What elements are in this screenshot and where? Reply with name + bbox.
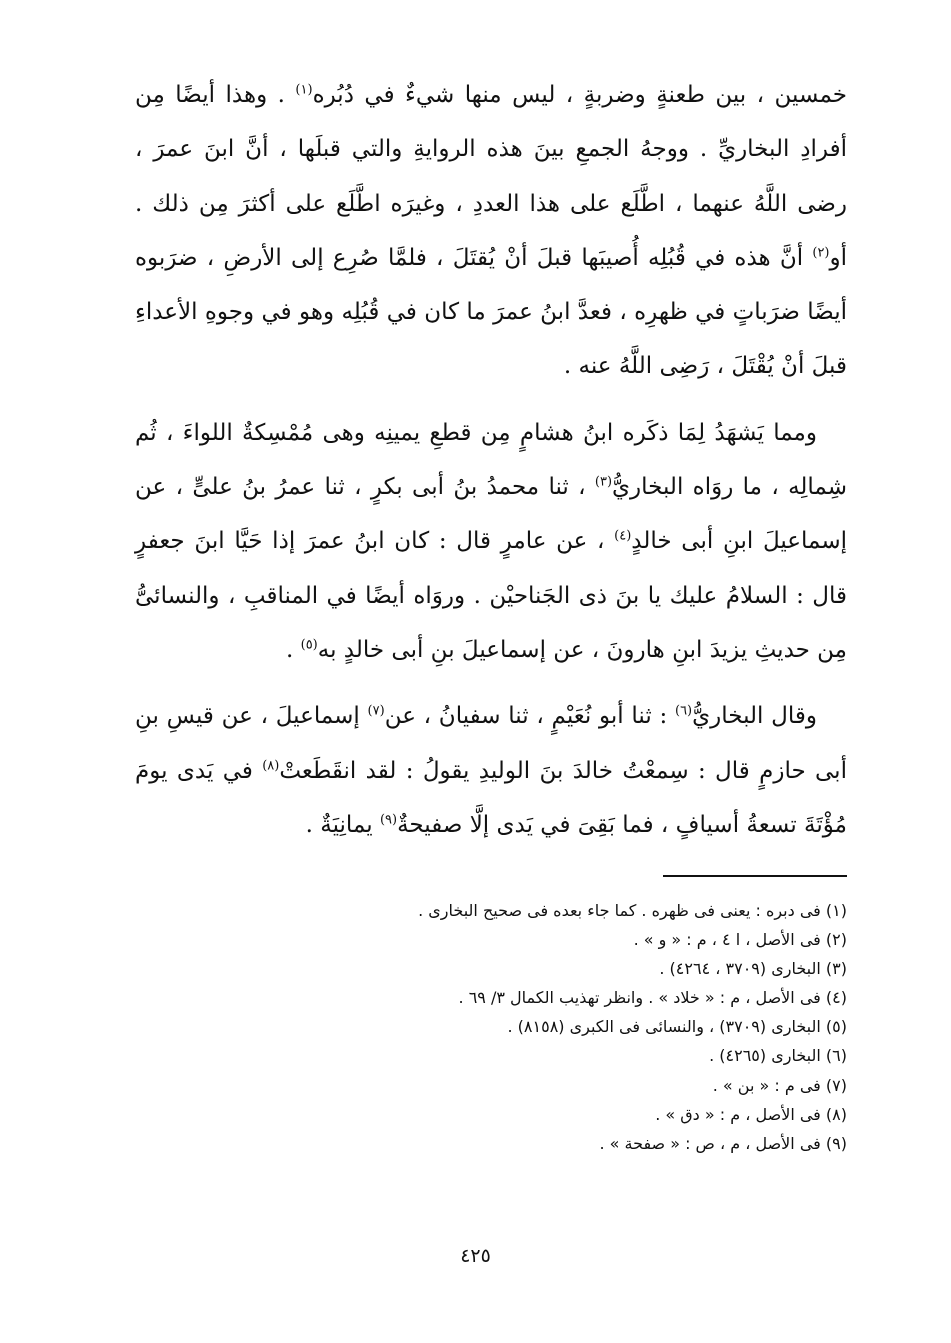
- body-text: خمسين ، بين طعنةٍ وضربةٍ ، ليس منها شيءٌ في دُبُره: [312, 82, 848, 108]
- body-paragraph: [135, 406, 847, 677]
- footnote-reference: (٨): [262, 757, 280, 773]
- footnote-item: (٨) فى الأصل ، م : « دق » .: [655, 1104, 847, 1124]
- body-text: في يَدى يومَ مُؤْتَةَ تسعةُ أسيافٍ ، فما بَقِىَ في يَدى إلَّا صفيحةٌ: [135, 757, 847, 838]
- body-text: وقال البخاريُّ: [692, 703, 817, 730]
- footnote-reference: (٦): [674, 703, 693, 719]
- footnote-item: (٤) فى الأصل ، م : « خلاد » . وانظر تهذيب الكمال ٣/ ٦٩ .: [458, 988, 847, 1008]
- footnotes-list: [135, 896, 847, 1158]
- body-paragraph: [135, 689, 847, 852]
- body-text: : ثنا أبو نُعَيْمٍ ، ثنا سفيانُ ، عن: [384, 703, 675, 730]
- footnote-reference: (١): [295, 82, 313, 98]
- body-text: أنَّ هذه في قُبُلِه أُصيبَها قبلَ أنْ يُقتَلَ ، فلمَّا صُرِع إلى الأرضِ ، ضرَبوه أيضًا ضرَباتٍ في ظهرِه ، فعدَّ ابنُ عمرَ ما كان في قُبُلِه وهو في وجوهِ الأعداءِ قبلَ أنْ يُقْتَلَ ، رَضِى اللَّهُ عنه .: [135, 244, 847, 380]
- footnote-item: (٦) البخارى (٤٢٦٥) .: [709, 1046, 847, 1066]
- body-text: إسماعيلَ ، عن قيسِ بنِ أبى حازمٍ قال : سِمعْتُ خالدَ بنَ الوليدِ يقولُ : لقد انقَطَعتْ: [135, 703, 847, 784]
- body-text: ، عن عامرٍ قال : كان ابنُ عمرَ إذا حَيَّا ابنَ جعفرٍ قال : السلامُ عليك يا بنَ ذى الجَناحيْن . وروَاه أيضًا في المناقبِ ، والنسائىُّ مِن حديثِ يزيدَ ابنِ هارونَ ، عن إسماعيلَ بنِ أبى خالدٍ به: [135, 528, 847, 663]
- footnote-item: (٥) البخارى (٣٧٠٩) ، والنسائى فى الكبرى (٨١٥٨) .: [507, 1017, 847, 1037]
- footnote-item: (٧) فى م : « بن » .: [712, 1075, 847, 1095]
- footnote-item: (٢) فى الأصل ، ا ٤ ، م : « و » .: [633, 930, 847, 950]
- footnote-reference: (٩): [379, 812, 398, 828]
- body-text: يمانِيَةٌ .: [305, 811, 380, 838]
- body-text: ، ثنا محمدُ بنُ أبى بكرٍ ، ثنا عمرُ بنُ علىٍّ ، عن إسماعيلَ ابنِ أبى خالدٍ: [135, 474, 847, 555]
- footnote-item: (١) فى دبره : يعنى فى ظهره . كما جاء بعده فى صحيح البخارى .: [418, 901, 847, 920]
- body-paragraph: [135, 68, 847, 394]
- footnote-item: (٩) فى الأصل ، م ، ص : « صفحة » .: [599, 1133, 847, 1153]
- footnote-reference: (٧): [367, 703, 385, 719]
- page-number: ٤٢٥: [460, 1245, 491, 1267]
- body-text: ومما يَشهَدُ لِمَا ذكَره ابنُ هشامٍ مِن قطعِ يمينِه وهى مُمْسِكةٌ اللواءَ ، ثُم شِمالِه ، ما روَاه البخاريُّ: [135, 419, 847, 501]
- body-text: .: [285, 636, 301, 663]
- body-text: . وهذا أيضًا مِن أفرادِ البخاريِّ . ووجهُ الجمعِ بينَ هذه الروايةِ والتي قبلَها ، أنَّ ابنَ عمرَ ، رضى اللَّهُ عنهما ، اطَّلَع على هذا العددِ ، وغيرَه اطَّلَع على أكثرَ مِن ذلك . أو: [135, 82, 847, 271]
- footnote-item: (٣) البخارى (٣٧٠٩ ، ٤٢٦٤) .: [659, 959, 847, 979]
- footnote-reference: (٥): [300, 637, 318, 653]
- footnote-separator: [663, 875, 847, 877]
- footnote-reference: (٤): [614, 528, 632, 544]
- main-text: [135, 68, 847, 852]
- footnote-reference: (٢): [812, 245, 830, 261]
- footnote-reference: (٣): [594, 474, 613, 490]
